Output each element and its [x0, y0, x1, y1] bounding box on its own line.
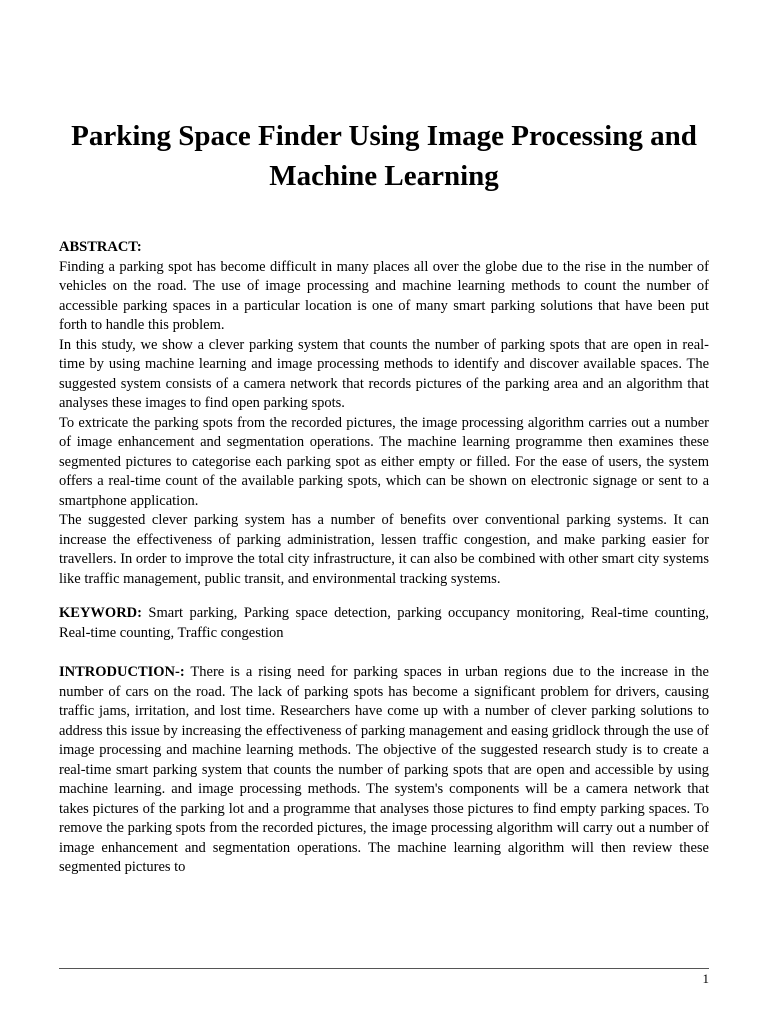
introduction-text: There is a rising need for parking spaces in urban regions due to the increase in the number of cars on the road. The lack of parking spots has become a significant problem for drivers, causing traffic jams, irritation, and lost time. Researchers have come up with a number of clever parking solutions to address this issue by increasing the effectiveness of parking management and easing gridlock through the use of image processing and machine learning methods. The objective of the suggested research study is to create a real-time smart parking system that counts the number of parking spots that are open and accessible by using machine learning. and image processing methods. The system's components will be a camera network that takes pictures of the parking lot and a programme that analyses those pictures to find empty parking spaces. To remove the parking spots from the recorded pictures, the image processing algorithm will carry out a number of image enhancement and segmentation operations. The machine learning algorithm will then review these segmented pictures to [59, 664, 709, 875]
footer-divider [59, 968, 709, 969]
abstract-heading: ABSTRACT: [59, 239, 142, 255]
keywords-paragraph [59, 604, 709, 643]
introduction-paragraph [59, 663, 709, 878]
abstract-body [59, 258, 709, 590]
keywords-text: Smart parking, Parking space detection, parking occupancy monitoring, Real-time counting, Real-time counting, Traffic congestion [59, 605, 709, 641]
introduction-label: INTRODUCTION-: [59, 664, 185, 680]
abstract-paragraph-4: The suggested clever parking system has a number of benefits over conventional parking systems. It can increase the effectiveness of parking administration, lessen traffic congestion, and make parking easier for travellers. In order to improve the total city infrastructure, it can also be combined with other smart city systems like traffic management, public transit, and environmental tracking systems. [59, 512, 709, 587]
abstract-paragraph-2: In this study, we show a clever parking system that counts the number of parking spots that are open in real-time by using machine learning and image processing methods to identify and discover available spaces. The suggested system consists of a camera network that records pictures of the parking area and an algorithm that analyses these images to find open parking spots. [59, 336, 709, 411]
keywords-label: KEYWORD: [59, 605, 142, 621]
abstract-paragraph-3: To extricate the parking spots from the recorded pictures, the image processing algorithm carries out a number of image enhancement and segmentation operations. The machine learning programme then examines these segmented pictures to categorise each parking spot as either empty or filled. For the ease of users, the system offers a real-time count of the available parking spots, which can be shown on electronic signage or sent to a smartphone application. [59, 414, 709, 509]
paper-title: Parking Space Finder Using Image Processing and Machine Learning [71, 120, 697, 192]
page-number: 1 [702, 971, 709, 986]
abstract-paragraph-1: Finding a parking spot has become difficult in many places all over the globe due to the rise in the number of vehicles on the road. The use of image processing and machine learning methods to count the number of accessible parking spaces in a particular location is one of many smart parking solutions that have been put forth to handle this problem. [59, 258, 709, 333]
